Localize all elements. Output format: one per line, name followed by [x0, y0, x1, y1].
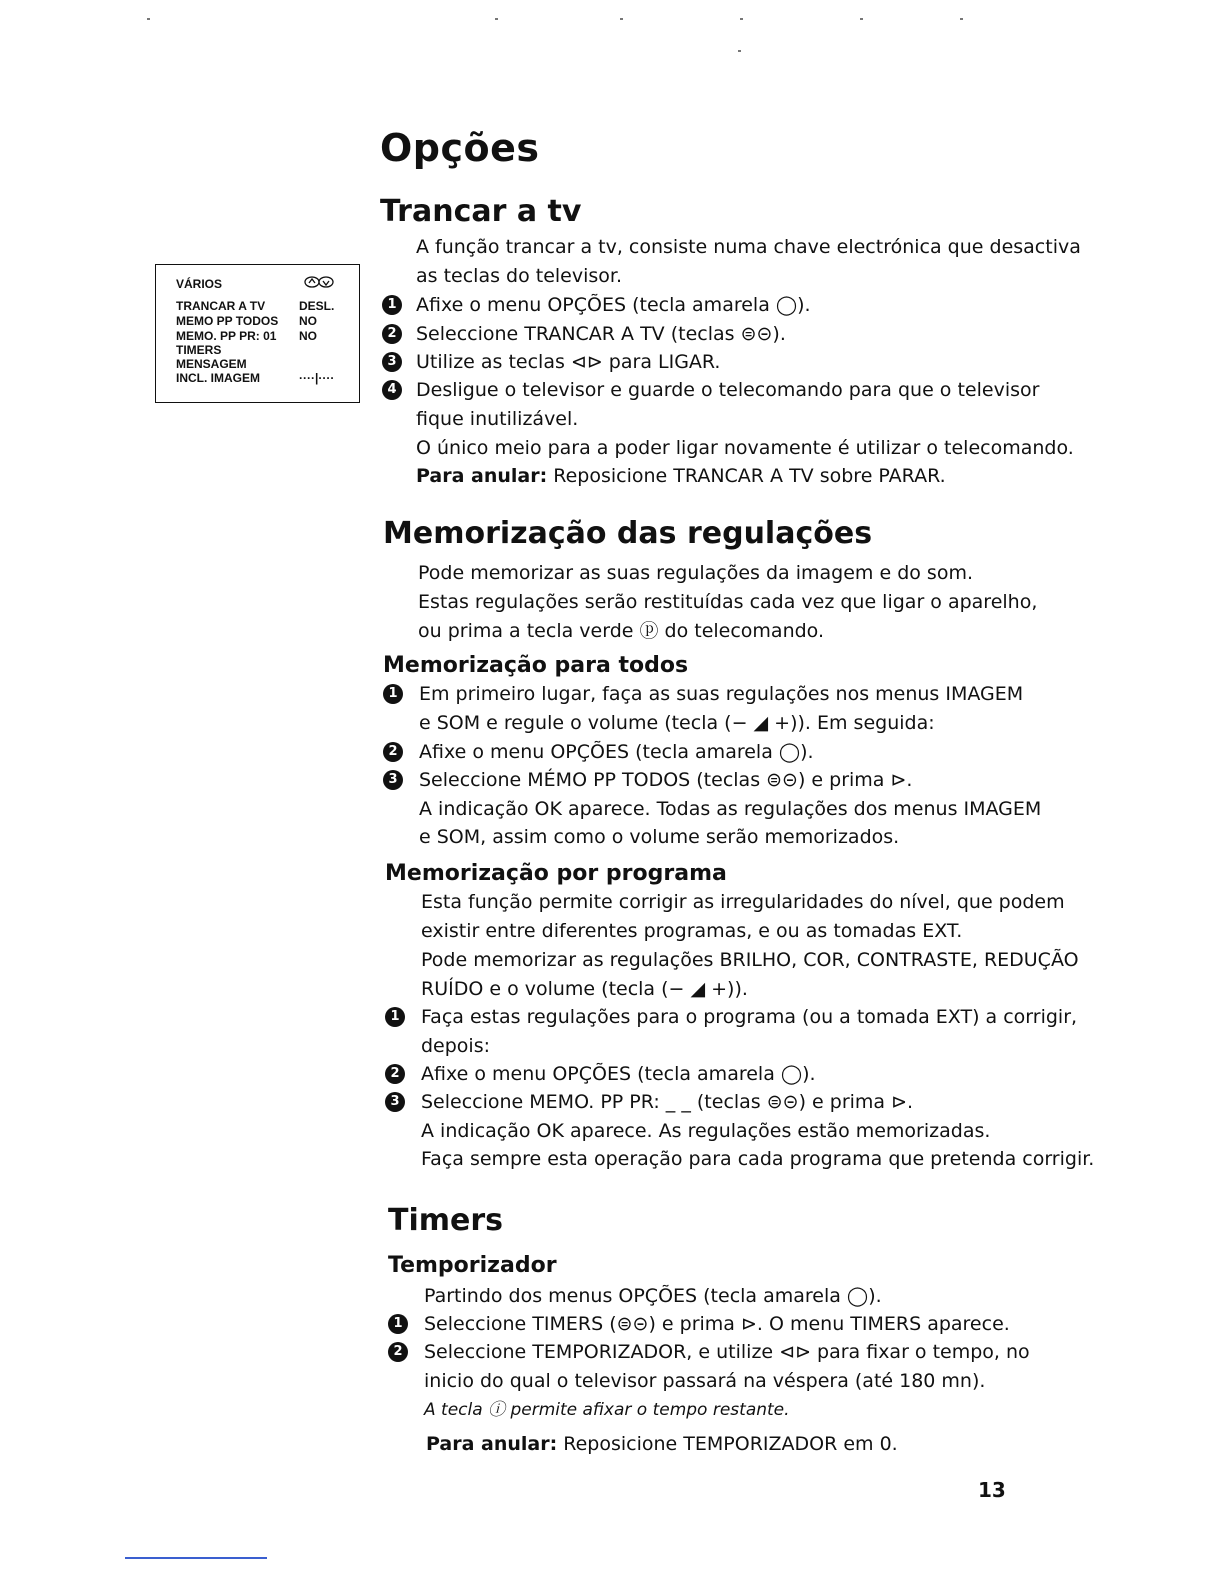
list-item [383, 738, 1183, 767]
memorizacao-intro: ou prima a tecla verde ⓟ do telecomando. [418, 620, 825, 642]
temporizador-italic-note: A tecla ⓘ permite afixar o tempo restante. [424, 1400, 790, 1420]
list-item [382, 320, 1182, 349]
menu-row-label: INCL. IMAGEM [176, 371, 260, 385]
memorizacao-intro: Estas regulações serão restituídas cada vez que ligar o aparelho, [418, 591, 1038, 613]
page-title: Opções [380, 126, 540, 170]
step-number-icon: 1 [388, 1314, 408, 1334]
step-number-icon: 2 [383, 742, 403, 762]
list-item [383, 680, 1183, 709]
scan-speck [620, 18, 623, 20]
footer-rule [125, 1557, 267, 1559]
section-heading-trancar: Trancar a tv [380, 194, 582, 229]
step-number-icon: 4 [382, 380, 402, 400]
up-down-keys-icon [304, 275, 334, 292]
list-item [382, 376, 1182, 405]
programa-intro: RUÍDO e o volume (tecla (− ◢ +)). [421, 978, 748, 1000]
step-text: Desligue o televisor e guarde o telecomando para que o televisor [416, 379, 1040, 401]
memorizacao-intro: Pode memorizar as suas regulações da imagem e do som. [418, 562, 973, 584]
list-item [385, 1060, 1185, 1089]
menu-row-value: ····|···· [299, 371, 335, 385]
step-text-continued: inicio do qual o televisor passará na véspera (até 180 mn). [424, 1370, 986, 1392]
subheading-programa: Memorização por programa [385, 861, 727, 886]
list-item [388, 1338, 1188, 1367]
list-item [385, 1088, 1185, 1117]
scan-speck [738, 50, 741, 52]
cancel-label: Para anular: [426, 1433, 558, 1455]
step-number-icon: 3 [385, 1092, 405, 1112]
scan-speck [147, 18, 150, 20]
step-number-icon: 3 [382, 352, 402, 372]
list-item [388, 1310, 1188, 1339]
programa-note: A indicação OK aparece. As regulações estão memorizadas. [421, 1120, 991, 1142]
step-number-icon: 2 [388, 1342, 408, 1362]
scan-speck [860, 18, 863, 20]
step-text: Seleccione MÉMO PP TODOS (teclas ⊜⊝) e prima ⊳. [419, 769, 913, 791]
temporizador-intro: Partindo dos menus OPÇÕES (tecla amarela ◯). [424, 1285, 882, 1307]
programa-intro: Esta função permite corrigir as irregularidades do nível, que podem [421, 891, 1065, 913]
todos-note: e SOM, assim como o volume serão memorizados. [419, 826, 900, 848]
list-item [385, 1003, 1185, 1032]
todos-note: A indicação OK aparece. Todas as regulações dos menus IMAGEM [419, 798, 1042, 820]
scan-speck [495, 18, 498, 20]
step-text: Seleccione TRANCAR A TV (teclas ⊜⊝). [416, 323, 786, 345]
step-text: Seleccione MEMO. PP PR: _ _ (teclas ⊜⊝) e prima ⊳. [421, 1091, 914, 1113]
menu-row-label: MENSAGEM [176, 357, 247, 371]
step-number-icon: 3 [383, 770, 403, 790]
menu-row-label: MEMO. PP PR: 01 [176, 329, 277, 343]
menu-row-value: DESL. [299, 299, 335, 313]
page-number: 13 [978, 1478, 1006, 1502]
menu-row-value: NO [299, 329, 317, 343]
step-number-icon: 1 [383, 684, 403, 704]
programa-intro: existir entre diferentes programas, e ou as tomadas EXT. [421, 920, 963, 942]
step-text: Seleccione TEMPORIZADOR, e utilize ⊲⊳ para fixar o tempo, no [424, 1341, 1030, 1363]
step-text: Afixe o menu OPÇÕES (tecla amarela ◯). [421, 1063, 816, 1085]
menu-title: VÁRIOS [176, 277, 223, 291]
step-number-icon: 2 [385, 1064, 405, 1084]
step-number-icon: 1 [385, 1007, 405, 1027]
cancel-text: Reposicione TRANCAR A TV sobre PARAR. [553, 465, 946, 487]
step-text: Afixe o menu OPÇÕES (tecla amarela ◯). [419, 741, 814, 763]
programa-intro: Pode memorizar as regulações BRILHO, COR, CONTRASTE, REDUÇÃO [421, 949, 1079, 971]
subheading-todos: Memorização para todos [383, 653, 689, 678]
menu-row-label: TRANCAR A TV [176, 299, 266, 313]
tv-menu-illustration [155, 264, 360, 403]
step-text-continued: fique inutilizável. [416, 408, 579, 430]
section-heading-timers: Timers [388, 1203, 504, 1238]
menu-row-label: TIMERS [176, 343, 222, 357]
menu-row-value: NO [299, 314, 317, 328]
subheading-temporizador: Temporizador [388, 1253, 557, 1278]
scan-speck [740, 18, 743, 20]
trancar-intro: A função trancar a tv, consiste numa chave electrónica que desactiva [416, 236, 1081, 258]
menu-row-label: MEMO PP TODOS [176, 314, 279, 328]
step-text: Faça estas regulações para o programa (ou a tomada EXT) a corrigir, [421, 1006, 1078, 1028]
trancar-note: O único meio para a poder ligar novamente é utilizar o telecomando. [416, 437, 1074, 459]
list-item [382, 291, 1182, 320]
step-text-continued: depois: [421, 1035, 491, 1057]
step-number-icon: 2 [382, 324, 402, 344]
temporizador-cancel [426, 1430, 898, 1459]
section-heading-memorizacao: Memorização das regulações [383, 516, 873, 551]
programa-note: Faça sempre esta operação para cada programa que pretenda corrigir. [421, 1148, 1095, 1170]
cancel-label: Para anular: [416, 465, 548, 487]
step-text: Em primeiro lugar, faça as suas regulações nos menus IMAGEM [419, 683, 1024, 705]
list-item [382, 348, 1182, 377]
step-text: Seleccione TIMERS (⊜⊝) e prima ⊳. O menu TIMERS aparece. [424, 1313, 1010, 1335]
step-text: Afixe o menu OPÇÕES (tecla amarela ◯). [416, 294, 811, 316]
step-text-continued: e SOM e regule o volume (tecla (− ◢ +)). Em seguida: [419, 712, 935, 734]
trancar-intro: as teclas do televisor. [416, 265, 623, 287]
step-text: Utilize as teclas ⊲⊳ para LIGAR. [416, 351, 721, 373]
step-number-icon: 1 [382, 295, 402, 315]
cancel-text: Reposicione TEMPORIZADOR em 0. [563, 1433, 898, 1455]
list-item [383, 766, 1183, 795]
scan-speck [960, 18, 963, 20]
trancar-cancel [416, 462, 946, 491]
